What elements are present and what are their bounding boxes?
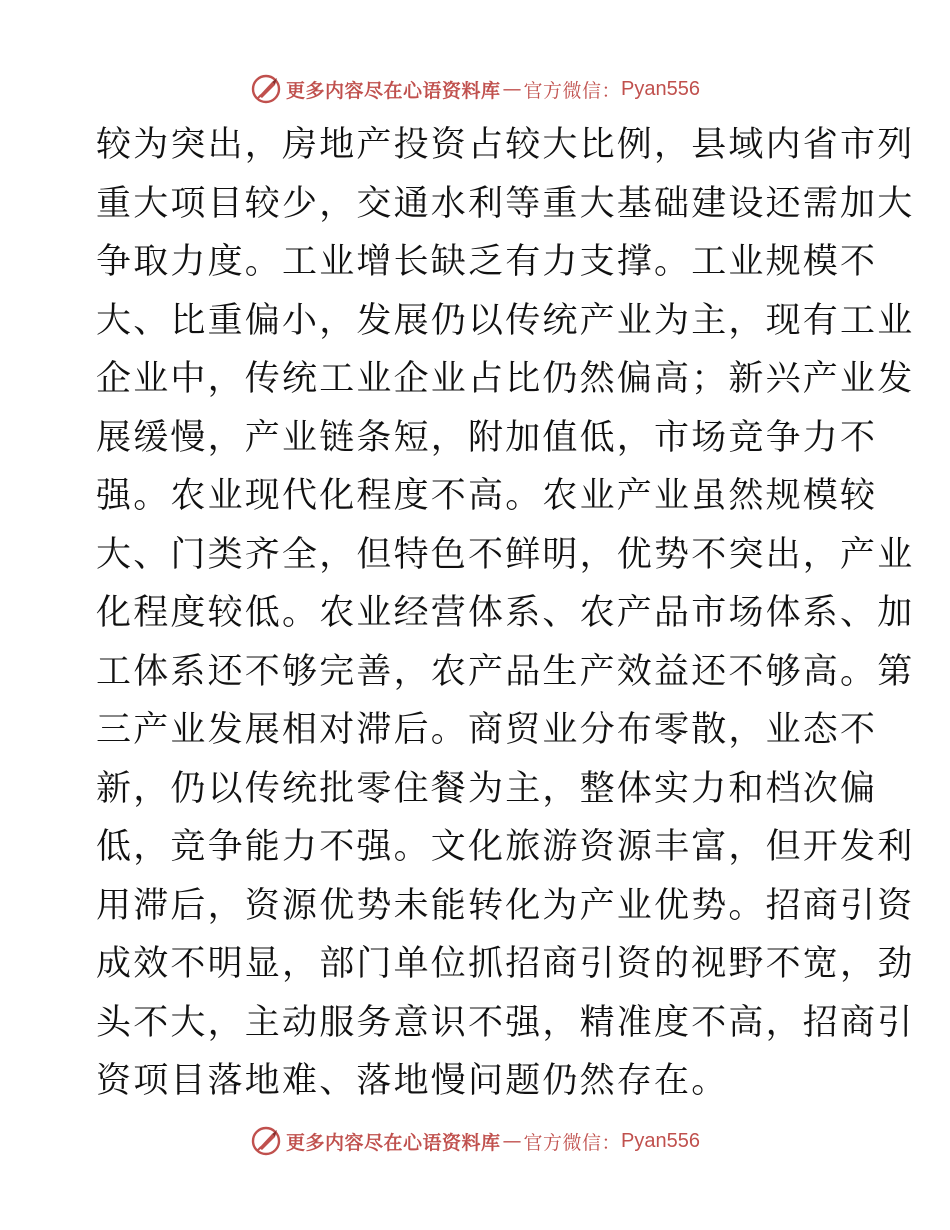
text-line: 头不大，主动服务意识不强，精准度不高，招商引 — [96, 1002, 915, 1043]
watermark-separator: — — [502, 78, 522, 100]
watermark-wechat-id: Pyan556 — [621, 1129, 700, 1152]
text-line: 强。农业现代化程度不高。农业产业虽然规模较 — [96, 476, 878, 516]
watermark-separator: — — [502, 1130, 522, 1152]
text-line: 展缓慢，产业链条短，附加值低，市场竞争力不 — [96, 417, 878, 458]
text-line: 化程度较低。农业经营体系、农产品市场体系、加 — [96, 593, 915, 633]
text-line: 成效不明显，部门单位抓招商引资的视野不宽，劲 — [96, 944, 915, 984]
text-line: 工体系还不够完善，农产品生产效益还不够高。第 — [96, 651, 915, 692]
watermark-wechat-id: Pyan556 — [621, 77, 700, 100]
quill-logo-icon — [250, 1125, 282, 1157]
text-line: 重大项目较少，交通水利等重大基础建设还需加大 — [96, 183, 915, 224]
quill-logo-icon — [250, 73, 282, 105]
header-watermark — [0, 72, 950, 106]
watermark-official-label: 官方微信： — [523, 79, 622, 102]
text-line: 较为突出，房地产投资占较大比例，县域内省市列 — [96, 125, 915, 165]
text-line: 低，竞争能力不强。文化旅游资源丰富，但开发利 — [96, 827, 915, 867]
text-line: 大、比重偏小，发展仍以传统产业为主，现有工业 — [96, 300, 915, 341]
text-line: 资项目落地难、落地慢问题仍然存在。 — [96, 1061, 729, 1101]
document-body — [96, 116, 915, 1111]
text-line: 争取力度。工业增长缺乏有力支撑。工业规模不 — [96, 242, 878, 282]
text-line: 三产业发展相对滞后。商贸业分布零散，业态不 — [96, 710, 878, 750]
watermark-official-label: 官方微信： — [523, 1131, 622, 1154]
text-line: 企业中，传统工业企业占比仍然偏高；新兴产业发 — [96, 359, 915, 399]
text-line: 用滞后，资源优势未能转化为产业优势。招商引资 — [96, 885, 915, 926]
text-line: 新，仍以传统批零住餐为主，整体实力和档次偏 — [96, 768, 878, 809]
footer-watermark — [0, 1124, 950, 1158]
watermark-text: 更多内容尽在心语资料库 — [286, 1131, 501, 1154]
text-line: 大、门类齐全，但特色不鲜明，优势不突出，产业 — [96, 534, 915, 575]
watermark-text: 更多内容尽在心语资料库 — [286, 79, 501, 102]
